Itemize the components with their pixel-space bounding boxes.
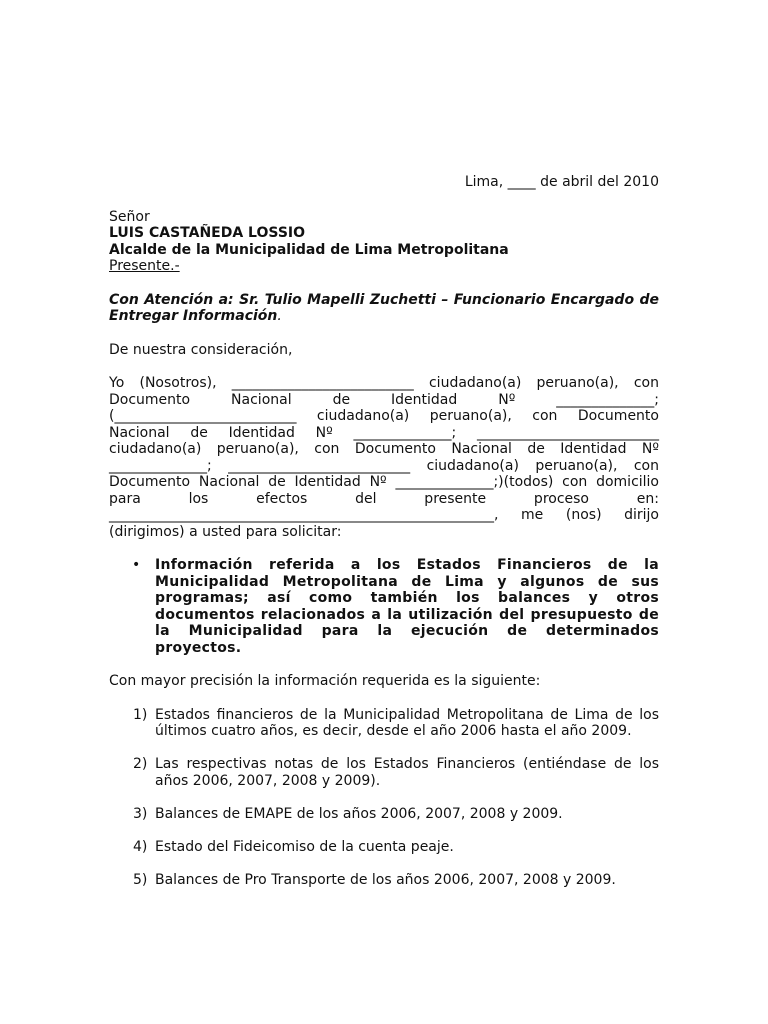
- request-number: 3): [133, 805, 148, 822]
- date-line: Lima, ____ de abril del 2010: [464, 174, 659, 190]
- request-text: Balances de Pro Transporte de los años 2006, 2007, 2008 y 2009.: [155, 871, 616, 888]
- greeting: De nuestra consideración,: [109, 341, 293, 358]
- bullet-item: [109, 557, 659, 656]
- request-number: 1): [133, 706, 148, 723]
- request-number: 5): [133, 871, 148, 888]
- attention-period: .: [277, 308, 282, 324]
- presente-line: Presente.-: [109, 258, 180, 274]
- request-list: [109, 707, 659, 889]
- request-text: Las respectivas notas de los Estados Financieros (entiéndase de los años 2006, 2007, 2008 y 2009).: [155, 756, 659, 789]
- recipient-name: LUIS CASTAÑEDA LOSSIO: [109, 225, 306, 241]
- request-text: Estado del Fideicomiso de la cuenta peaje.: [155, 838, 454, 855]
- request-item: [109, 839, 659, 856]
- intro-paragraph: Yo (Nosotros), __________________________ ciudadano(a) peruano(a), con Documento Nacional de Identidad Nº ______________; (__________________________ ciudadano(a) peruano(a), con Documento Nacional de Identidad Nº ______________; __________________________ ciudadano(a) peruano(a), con Documento Nacional de Identidad Nº ______________; __________________________ ciudadano(a) peruano(a), con Documento Nacional de Identidad Nº ______________;)(todos) con domicilio para los efectos del presente proceso en: _______________________________________________________, me (nos) dirijo (dirigimos) a usted para solicitar:: [109, 375, 659, 540]
- request-item: [109, 806, 659, 823]
- request-number: 2): [133, 756, 148, 772]
- letter-body: [109, 174, 659, 905]
- salutation: Señor: [109, 208, 150, 225]
- request-item: [109, 872, 659, 889]
- bullet-text: Información referida a los Estados Financieros de la Municipalidad Metropolitana de Lima y algunos de sus programas; así como también los balances y otros documentos relacionados a la utilización del presupuesto de la Municipalidad para la ejecución de determinados proyectos.: [155, 557, 659, 656]
- request-text: Estados financieros de la Municipalidad Metropolitana de Lima de los últimos cuatro años, es decir, desde el año 2006 hasta el año 2009.: [155, 706, 659, 739]
- bullet-marker: •: [132, 557, 141, 573]
- request-text: Balances de EMAPE de los años 2006, 2007, 2008 y 2009.: [155, 805, 563, 822]
- attention-text: Con Atención a: Sr. Tulio Mapelli Zuchetti – Funcionario Encargado de Entregar Información: [109, 291, 659, 324]
- recipient-block: [109, 209, 659, 275]
- request-item: [109, 756, 659, 789]
- recipient-title: Alcalde de la Municipalidad de Lima Metropolitana: [109, 241, 509, 258]
- precision-line: Con mayor precisión la información requerida es la siguiente:: [109, 673, 541, 689]
- bullet-list: [109, 557, 659, 656]
- attention-line: [109, 292, 659, 325]
- request-item: [109, 707, 659, 740]
- request-number: 4): [133, 838, 148, 855]
